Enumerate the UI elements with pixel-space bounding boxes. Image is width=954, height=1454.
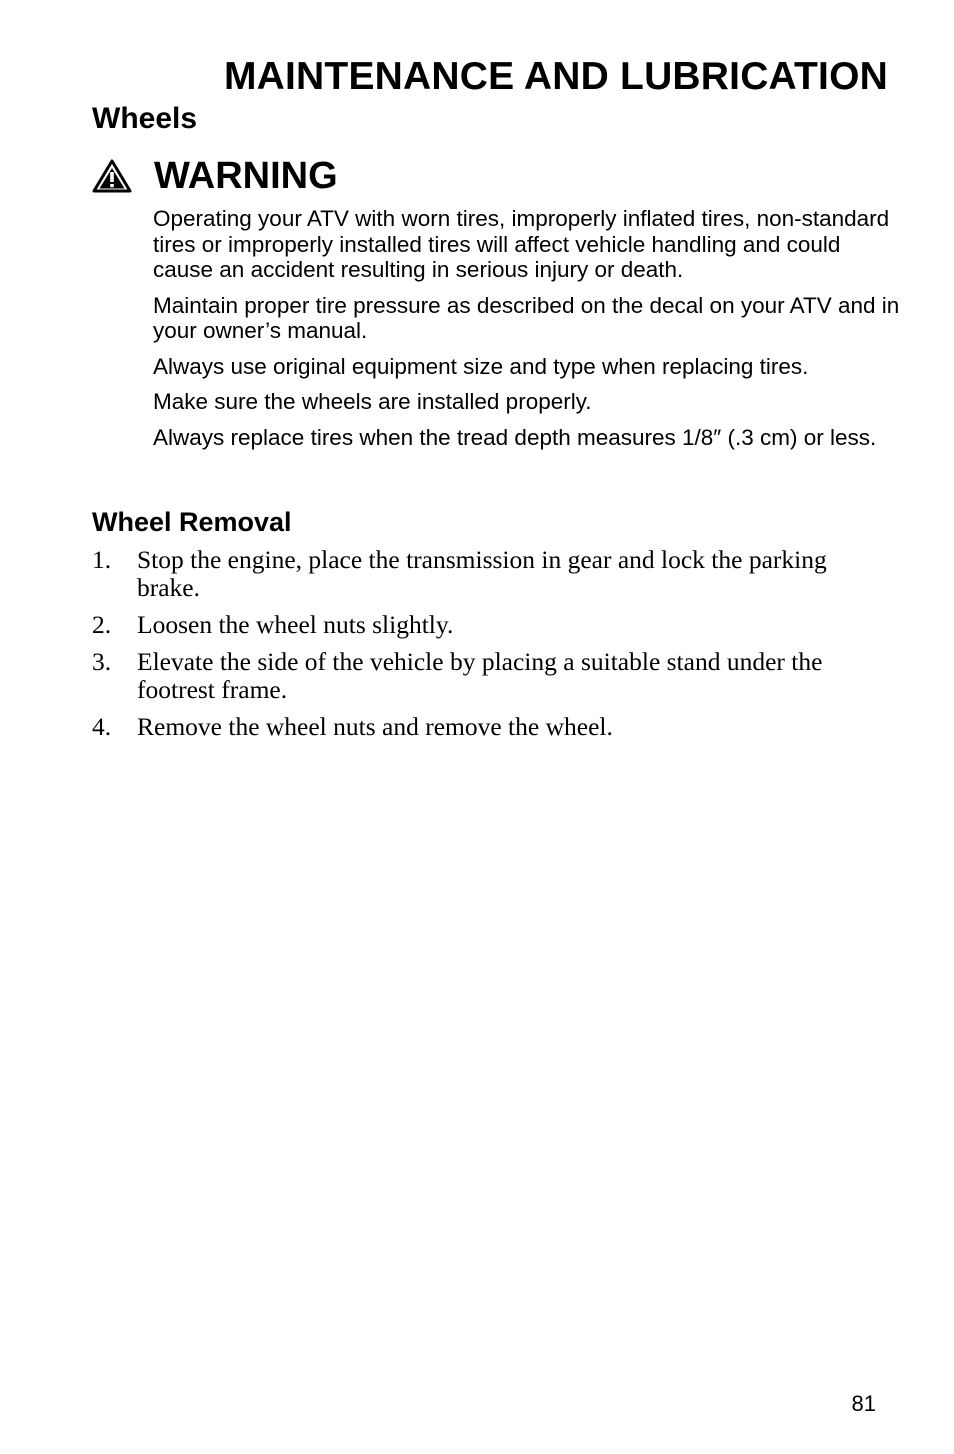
step-text: Remove the wheel nuts and remove the wheel.	[137, 712, 613, 741]
warning-paragraph: Maintain proper tire pressure as described on the decal on your ATV and in your owner’s manual.	[153, 292, 900, 343]
list-item	[92, 713, 892, 741]
step-text: Elevate the side of the vehicle by placing a suitable stand under the footrest frame.	[137, 647, 823, 704]
warning-header	[92, 152, 902, 200]
warning-paragraph: Make sure the wheels are installed properly.	[153, 389, 592, 414]
step-number: 3.	[92, 647, 112, 676]
warning-paragraph: Operating your ATV with worn tires, improperly inflated tires, non-standard tires or improperly installed tires will affect vehicle handling and could cause an accident resulting in serious injury or death.	[153, 206, 890, 282]
warning-body	[153, 206, 902, 450]
wheel-removal-steps	[92, 546, 892, 750]
warning-paragraph: Always use original equipment size and type when replacing tires.	[153, 353, 809, 379]
page-title: MAINTENANCE AND LUBRICATION	[223, 55, 888, 98]
section-heading-wheels: Wheels	[92, 102, 198, 135]
step-text: Loosen the wheel nuts slightly.	[137, 610, 454, 639]
warning-block	[92, 152, 902, 460]
warning-triangle-icon	[92, 159, 132, 193]
sub-heading-wheel-removal: Wheel Removal	[92, 507, 292, 537]
list-item	[92, 546, 892, 602]
step-text: Stop the engine, place the transmission in gear and lock the parking brake.	[137, 545, 827, 602]
list-item	[92, 611, 892, 639]
warning-title: WARNING	[154, 155, 338, 197]
step-number: 4.	[92, 712, 112, 741]
list-item	[92, 648, 892, 704]
warning-paragraph: Always replace tires when the tread depth measures 1/8″ (.3 cm) or less.	[153, 424, 877, 450]
page-number: 81	[851, 1391, 876, 1416]
step-number: 1.	[92, 545, 112, 574]
step-number: 2.	[92, 610, 112, 639]
